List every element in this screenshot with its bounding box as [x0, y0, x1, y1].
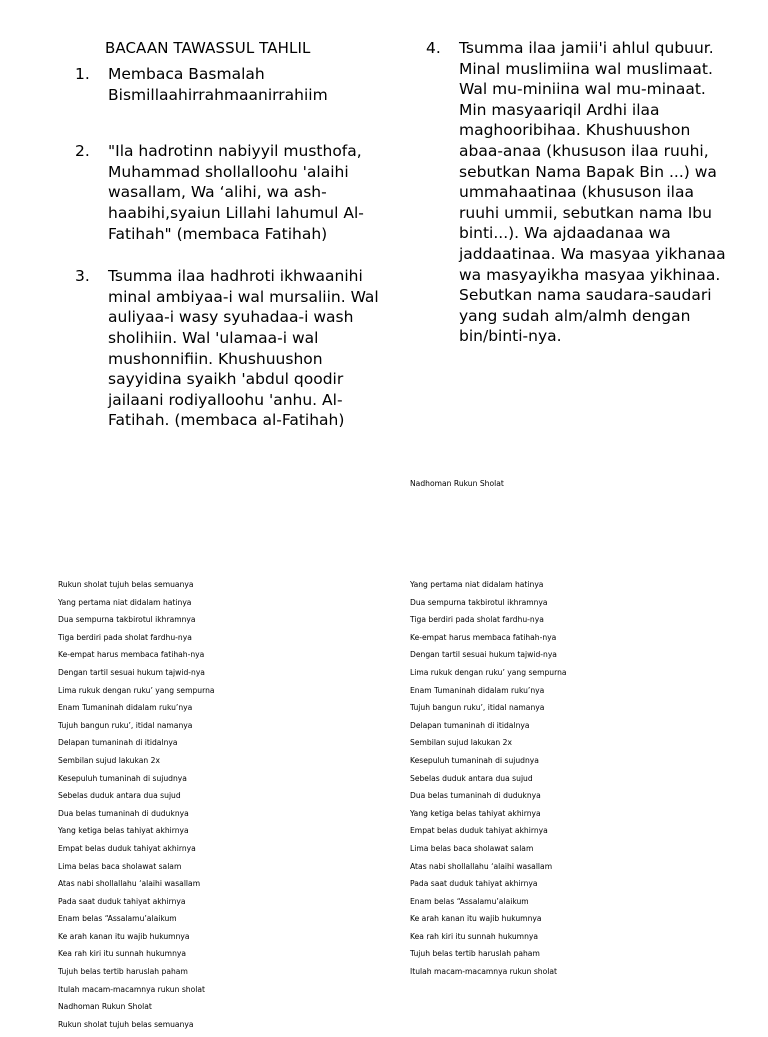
poem-line: Sembilan sujud lakukan 2x [410, 738, 512, 748]
left-column [75, 38, 395, 431]
item-text: "Ila hadrotinn nabiyyil musthofa, Muhammad shollalloohu 'alaihi wasallam, Wa ‘alihi, wa ash-haabihi,syaiun Lillahi lahumul Al-Fatihah" (membaca Fatihah) [108, 142, 364, 243]
item-number: 4. [426, 39, 441, 57]
poem-line: Kesepuluh tumaninah di sujudnya [58, 773, 187, 783]
poem-line: Atas nabi shollallahu ‘alaihi wasallam [58, 879, 201, 889]
poem-line: Kea rah kiri itu sunnah hukumnya [58, 949, 187, 959]
numbered-item-2 [75, 141, 395, 244]
poem-line: Enam Tumaninah didalam ruku’nya [410, 685, 545, 695]
poem-line: Empat belas duduk tahiyat akhirnya [410, 826, 548, 836]
poem-line: Dua sempurna takbirotul ikhramnya [410, 597, 548, 607]
poem-line: Ke-empat harus membaca fatihah-nya [58, 650, 205, 660]
poem-line: Ke-empat harus membaca fatihah-nya [410, 632, 557, 642]
poem-line: Lima belas baca sholawat salam [58, 861, 182, 871]
poem-line: Yang pertama niat didalam hatinya [410, 580, 544, 589]
poem-lines-left [58, 580, 215, 1037]
poem-line: Kesepuluh tumaninah di sujudnya [410, 755, 539, 765]
numbered-item-1 [75, 64, 395, 105]
item-number: 1. [75, 65, 90, 83]
numbered-item-4 [426, 38, 736, 347]
poem-line: Rukun sholat tujuh belas semuanya [58, 580, 194, 589]
poem-line: Enam belas “Assalamu’alaikum [410, 896, 529, 906]
poem-line: Tiga berdiri pada sholat fardhu-nya [58, 632, 192, 642]
poem-line: Tujuh belas tertib haruslah paham [58, 967, 188, 977]
poem-line: Tujuh belas tertib haruslah paham [410, 949, 540, 959]
poem-line: Kea rah kiri itu sunnah hukumnya [410, 931, 539, 941]
poem-line: Tujuh bangun ruku’, itidal namanya [410, 703, 545, 713]
poem-line: Rukun sholat tujuh belas semuanya [58, 1019, 194, 1029]
numbered-item-3 [75, 266, 395, 431]
poem-line: Dua sempurna takbirotul ikhramnya [58, 615, 196, 625]
poem-line: Yang pertama niat didalam hatinya [58, 597, 192, 607]
poem-line: Tujuh bangun ruku’, itidal namanya [58, 720, 193, 730]
poem-line: Ke arah kanan itu wajib hukumnya [410, 914, 542, 924]
poem-line: Sembilan sujud lakukan 2x [58, 755, 160, 765]
small-section-heading: Nadhoman Rukun Sholat [410, 479, 504, 488]
item-number: 2. [75, 142, 90, 161]
right-column [426, 38, 736, 347]
poem-line: Yang ketiga belas tahiyat akhirnya [410, 808, 541, 818]
poem-line: Lima rukuk dengan ruku’ yang sempurna [410, 667, 567, 677]
poem-line: Delapan tumaninah di itidalnya [58, 738, 178, 748]
poem-line: Lima belas baca sholawat salam [410, 843, 534, 853]
poem-line: Tiga berdiri pada sholat fardhu-nya [410, 615, 544, 625]
poem-line: Itulah macam-macamnya rukun sholat [410, 967, 557, 977]
poem-line: Sebelas duduk antara dua sujud [58, 791, 181, 801]
item-text: Membaca Basmalah Bismillaahirrahmaanirrahiim [108, 65, 328, 104]
poem-line: Dengan tartil sesuai hukum tajwid-nya [58, 667, 205, 677]
poem-line: Yang ketiga belas tahiyat akhirnya [58, 826, 189, 836]
poem-line: Lima rukuk dengan ruku’ yang sempurna [58, 685, 215, 695]
poem-line: Enam belas “Assalamu’alaikum [58, 914, 177, 924]
poem-line: Dua belas tumaninah di duduknya [410, 791, 541, 801]
item-text: Tsumma ilaa hadhroti ikhwaanihi minal ambiyaa-i wal mursaliin. Wal auliyaa-i wasy syuhadaa-i wash sholihiin. Wal 'ulamaa-i wal mushonnifiin. Khushuushon sayyidina syaikh 'abdul qoodir jailaani rodiyalloohu 'anhu. Al-Fatihah. (membaca al-Fatihah) [108, 267, 379, 430]
item-text: Tsumma ilaa jamii'i ahlul qubuur. Minal muslimiina wal muslimaat. Wal mu-miniina wal mu-minaat. Min masyaariqil Ardhi ilaa maghooribihaa. Khushuushon abaa-anaa (khususon ilaa ruuhi, sebutkan Nama Bapak Bin ...) wa ummahaatinaa (khususon ilaa ruuhi ummii, sebutkan nama Ibu binti...). Wa ajdaadanaa wa jaddaatinaa. Wa masyaa yikhanaa wa masyayikha masyaa yikhinaa. Sebutkan nama saudara-saudari yang sudah alm/almh dengan bin/binti-nya. [459, 39, 726, 346]
poem-line: Enam Tumaninah didalam ruku’nya [58, 703, 193, 713]
poem-line: Pada saat duduk tahiyat akhirnya [58, 896, 186, 906]
poem-line: Dua belas tumaninah di duduknya [58, 808, 189, 818]
document-title: BACAAN TAWASSUL TAHLIL [105, 39, 311, 57]
item-number: 3. [75, 267, 90, 286]
poem-line: Atas nabi shollallahu ‘alaihi wasallam [410, 861, 553, 871]
poem-line: Ke arah kanan itu wajib hukumnya [58, 931, 190, 941]
poem-line: Delapan tumaninah di itidalnya [410, 720, 530, 730]
poem-line: Nadhoman Rukun Sholat [58, 1002, 152, 1012]
poem-lines-right [410, 580, 567, 985]
poem-line: Pada saat duduk tahiyat akhirnya [410, 879, 538, 889]
poem-line: Dengan tartil sesuai hukum tajwid-nya [410, 650, 557, 660]
poem-line: Sebelas duduk antara dua sujud [410, 773, 533, 783]
poem-line: Itulah macam-macamnya rukun sholat [58, 984, 205, 994]
poem-line: Empat belas duduk tahiyat akhirnya [58, 843, 196, 853]
